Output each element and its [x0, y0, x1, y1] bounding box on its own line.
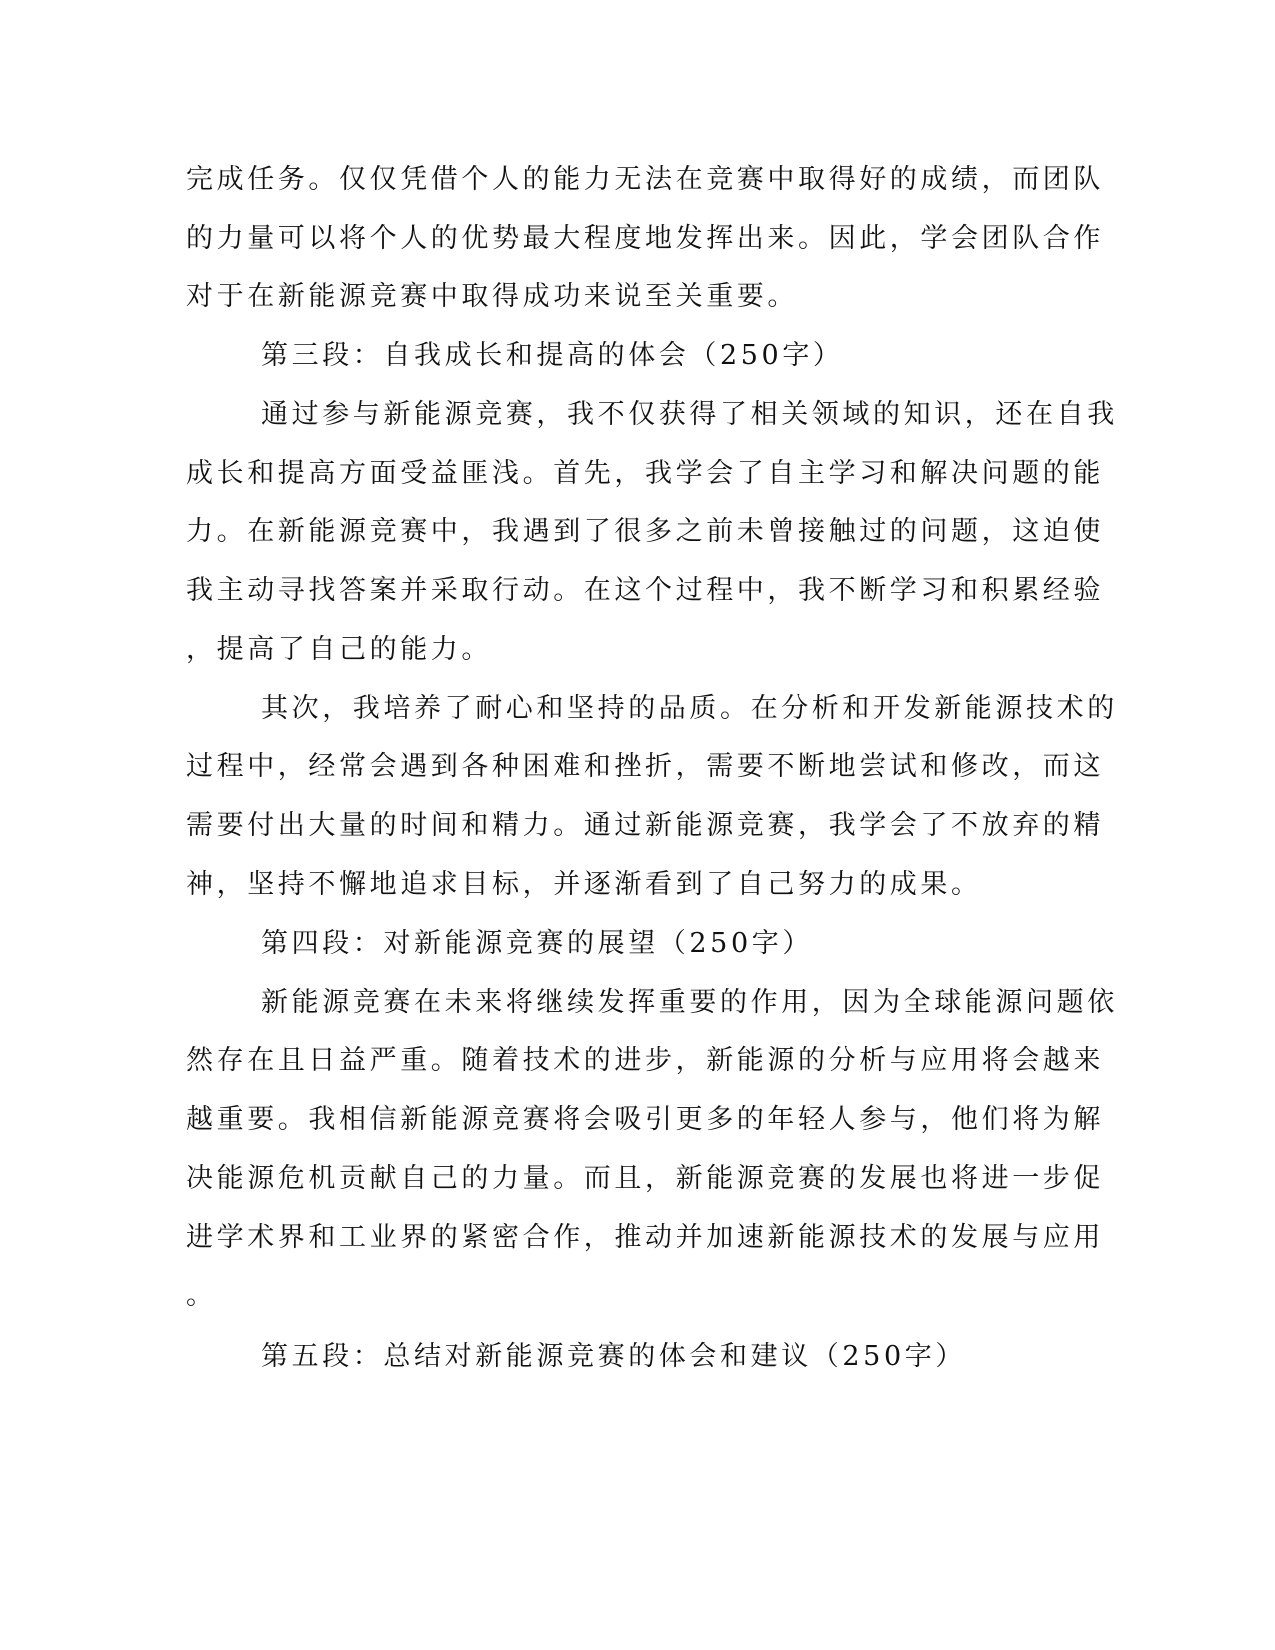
body-text-line: 成长和提高方面受益匪浅。首先，我学会了自主学习和解决问题的能 [186, 458, 1104, 489]
body-text-line: 我主动寻找答案并采取行动。在这个过程中，我不断学习和积累经验 [186, 575, 1104, 606]
body-text-line: 过程中，经常会遇到各种困难和挫折，需要不断地尝试和修改，而这 [186, 751, 1104, 782]
section-heading-5: 第五段：总结对新能源竞赛的体会和建议（250字） [261, 1341, 966, 1372]
body-text-line: 。 [186, 1280, 217, 1311]
body-text-line: 对于在新能源竞赛中取得成功来说至关重要。 [186, 281, 798, 312]
section-heading-4: 第四段：对新能源竞赛的展望（250字） [261, 928, 813, 959]
section-heading-3: 第三段：自我成长和提高的体会（250字） [261, 340, 844, 371]
body-text-line: 需要付出大量的时间和精力。通过新能源竞赛，我学会了不放弃的精 [186, 810, 1104, 841]
body-text-line: 力。在新能源竞赛中，我遇到了很多之前未曾接触过的问题，这迫使 [186, 516, 1104, 547]
body-text-line: ，提高了自己的能力。 [186, 634, 492, 665]
body-text-line: 其次，我培养了耐心和坚持的品质。在分析和开发新能源技术的 [261, 693, 1118, 724]
body-text-line: 新能源竞赛在未来将继续发挥重要的作用，因为全球能源问题依 [261, 987, 1118, 1018]
body-text-line: 然存在且日益严重。随着技术的进步，新能源的分析与应用将会越来 [186, 1045, 1104, 1076]
body-text-line: 完成任务。仅仅凭借个人的能力无法在竞赛中取得好的成绩，而团队 [186, 164, 1104, 195]
body-text-line: 通过参与新能源竞赛，我不仅获得了相关领域的知识，还在自我 [261, 399, 1118, 430]
body-text-line: 越重要。我相信新能源竞赛将会吸引更多的年轻人参与，他们将为解 [186, 1104, 1104, 1135]
body-text-line: 决能源危机贡献自己的力量。而且，新能源竞赛的发展也将进一步促 [186, 1163, 1104, 1194]
body-text-line: 神，坚持不懈地追求目标，并逐渐看到了自己努力的成果。 [186, 869, 982, 900]
body-text-line: 的力量可以将个人的优势最大程度地发挥出来。因此，学会团队合作 [186, 223, 1104, 254]
body-text-line: 进学术界和工业界的紧密合作，推动并加速新能源技术的发展与应用 [186, 1222, 1104, 1253]
